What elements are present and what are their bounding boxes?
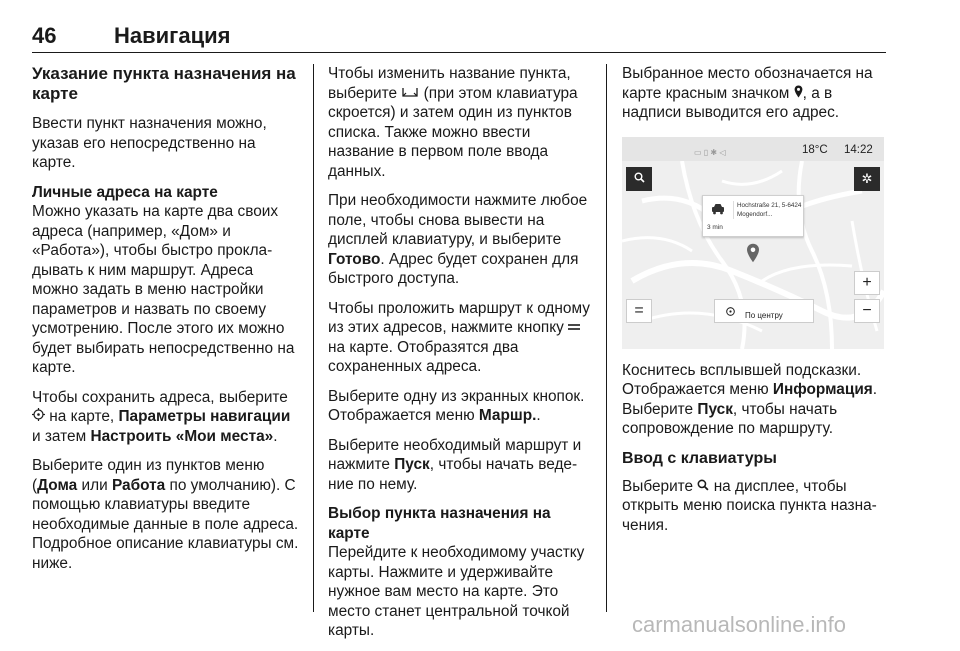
- paragraph: При необходимости нажмите любое поле, чтобы снова вывести на дисплей клавиатуру, и выберите Готово. Адрес будет сохранен для быстрого доступа.: [328, 192, 588, 287]
- zoom-out-button[interactable]: [854, 299, 880, 323]
- zoom-in-button[interactable]: [854, 271, 880, 295]
- paragraph: Перейдите к необходимому участку карты. Нажмите и удерживайте нужное вам место на карте. Это место станет центральной точкой карты.: [328, 544, 585, 639]
- paragraph: Выбранное место обозначается на карте красным значком , а в надписи выводится его адрес.: [622, 65, 873, 121]
- intro-paragraph: Ввести пункт назначения можно, указав его непосредственно на карте.: [32, 115, 267, 171]
- search-button[interactable]: [626, 167, 652, 191]
- car-icon: [711, 203, 725, 215]
- paragraph: Можно указать на карте два своих адреса (например, «Дом» и «Работа»), чтобы быстро прокладывать к ним маршрут. Адреса можно задать в меню настройки параметров и назвать по своему усмотрению. После этого их можно будет выбирать непосредственно на карте.: [32, 203, 295, 376]
- clock: 14:22: [844, 143, 873, 156]
- popup-travel-time: 3 min: [707, 223, 723, 231]
- paragraph: Коснитесь всплывшей подсказки. Отображается меню Информация. Выберите Пуск, чтобы начать сопровождение по маршруту.: [622, 361, 878, 437]
- destination-popup[interactable]: [702, 195, 804, 237]
- navigation-screen-image: [622, 137, 884, 349]
- column-1: [32, 64, 300, 583]
- paragraph: Чтобы сохранить адреса, выберите на карте, Параметры навигации и затем Настроить «Мои места».: [32, 388, 291, 445]
- settings-button[interactable]: [854, 167, 880, 191]
- paragraph: Выберите одну из экранных кнопок. Отображается меню Маршр..: [328, 387, 585, 424]
- crosshair-icon: [32, 407, 45, 427]
- column-divider: [313, 64, 314, 612]
- page-header: [32, 20, 886, 53]
- subheading-select-on-map: Выбор пункта назначения на карте: [328, 505, 551, 542]
- return-key-icon: [401, 84, 419, 104]
- status-bar: [622, 137, 884, 161]
- map-pin-icon: [794, 84, 803, 104]
- paragraph: Выберите на дисплее, чтобы открыть меню поиска пункта назначения.: [622, 477, 877, 534]
- center-map-button[interactable]: [714, 299, 814, 323]
- paragraph: Выберите один из пунктов меню (Дома или Работа по умолчанию). С помощью клавиатуры введите необходимые данные в поле адреса. Подробное описание клавиатуры см. ниже.: [32, 457, 299, 572]
- temperature: 18°C: [802, 143, 828, 156]
- status-icons: ▭ ▯ ✱ ◁: [694, 147, 726, 157]
- equals-menu-icon: [568, 318, 580, 338]
- paragraph: Выберите необходимый маршрут и нажмите Пуск, чтобы начать ведение по нему.: [328, 436, 582, 493]
- subheading-keyboard-input: Ввод с клавиатуры: [622, 449, 777, 467]
- menu-button[interactable]: [626, 299, 652, 323]
- crosshair-icon: [725, 306, 736, 317]
- map-pin-icon: [746, 243, 760, 263]
- paragraph: Чтобы проложить маршрут к одному из этих адресов, нажмите кнопку на карте. Отобразятся два сохраненных адреса.: [328, 299, 590, 375]
- watermark: carmanualsonline.info: [632, 612, 847, 637]
- page-number: 46: [32, 23, 57, 48]
- popup-address: Hochstraße 21, 5-6424 Mogendorf...: [733, 201, 805, 219]
- gear-icon: ✲: [861, 170, 873, 186]
- equals-menu-icon: =: [634, 301, 644, 319]
- section-title: Навигация: [114, 23, 231, 48]
- search-icon: [634, 172, 645, 183]
- column-3: [622, 64, 884, 545]
- column-divider: [606, 64, 607, 612]
- minus-icon: −: [862, 301, 872, 319]
- search-icon: [697, 477, 709, 497]
- column-2: [328, 64, 590, 651]
- center-map-label: По центру: [745, 310, 783, 320]
- paragraph: Чтобы изменить название пункта, выберите (при этом клавиатура скроется) и затем один из пунктов списка. Также можно ввести название в первом поле ввода данных.: [328, 65, 578, 180]
- plus-icon: +: [862, 273, 872, 291]
- main-heading: Указание пункта назначения на карте: [32, 64, 296, 103]
- subheading-personal-addresses: Личные адреса на карте: [32, 183, 218, 201]
